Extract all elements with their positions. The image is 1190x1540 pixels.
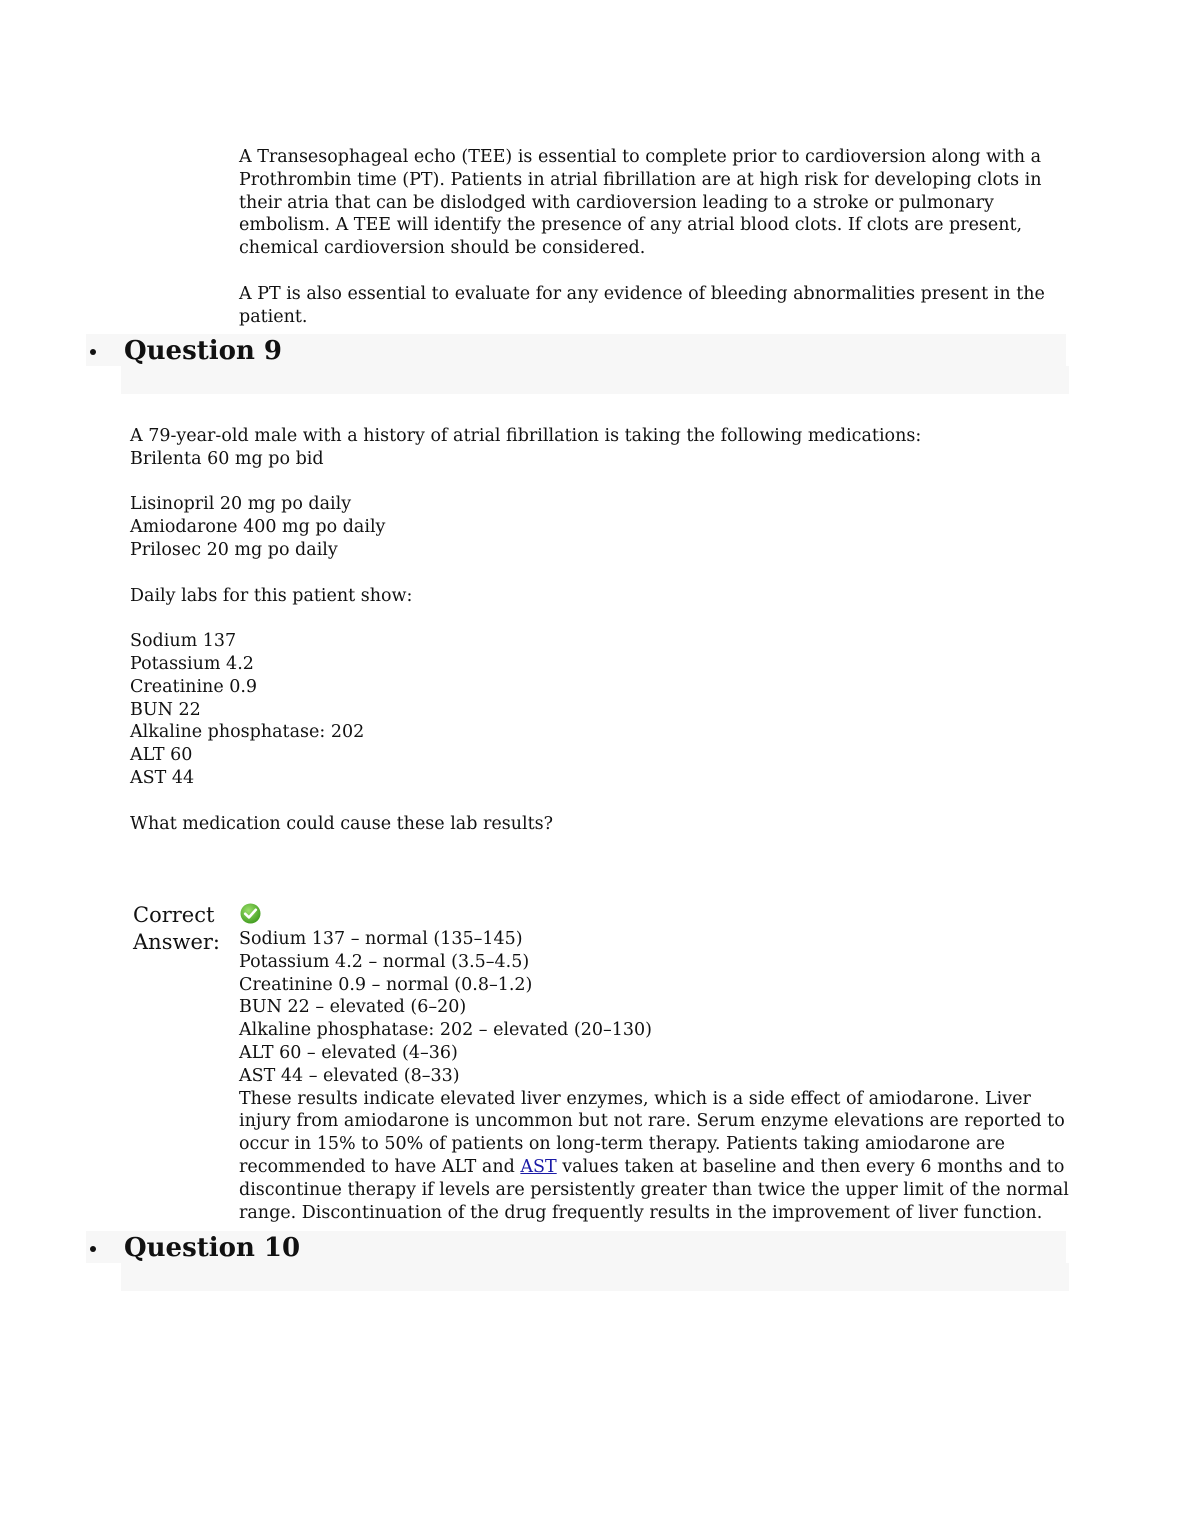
question-intro: A 79-year-old male with a history of atrial fibrillation is taking the following medications: xyxy=(130,426,922,446)
answer-lab-line: AST 44 – elevated (8–33) xyxy=(239,1065,460,1086)
answer-lab-line: BUN 22 – elevated (6–20) xyxy=(239,997,467,1018)
ast-link[interactable]: AST xyxy=(520,1156,557,1177)
medication-item: Brilenta 60 mg po bid xyxy=(130,448,324,469)
explanation-line: discontinue therapy if levels are persistently greater than twice the upper limit of the normal xyxy=(239,1179,1069,1200)
feedback-line: A Transesophageal echo (TEE) is essential to complete prior to cardioversion along with a xyxy=(239,147,1042,167)
question-10-header xyxy=(86,1231,1070,1291)
lab-item: AST 44 xyxy=(130,767,195,788)
lab-item: Creatinine 0.9 xyxy=(130,676,258,697)
medication-item: Amiodarone 400 mg po daily xyxy=(130,517,386,538)
question-title: Question 10 xyxy=(124,1233,301,1263)
explanation-line xyxy=(239,1156,1065,1179)
feedback-line: A PT is also essential to evaluate for any evidence of bleeding abnormalities present in the xyxy=(239,283,1045,304)
answer-lab-line: Alkaline phosphatase: 202 – elevated (20–130) xyxy=(239,1020,652,1041)
question-9-body xyxy=(130,425,1030,835)
lab-item: ALT 60 xyxy=(130,745,193,766)
correct-answer-label xyxy=(133,902,220,956)
lab-item: BUN 22 xyxy=(130,699,201,720)
answer-lab-line: ALT 60 – elevated (4–36) xyxy=(239,1042,458,1063)
previous-question-feedback xyxy=(239,146,1045,328)
feedback-line: patient. xyxy=(239,306,308,327)
answer-label-line: Correct xyxy=(133,903,215,927)
question-title: Question 9 xyxy=(124,336,283,366)
lab-item: Potassium 4.2 xyxy=(130,653,254,674)
feedback-line: chemical cardioversion should be considered. xyxy=(239,238,646,259)
lab-item: Alkaline phosphatase: 202 xyxy=(130,722,365,743)
correct-answer-body xyxy=(239,928,1069,1224)
medication-item: Lisinopril 20 mg po daily xyxy=(130,494,352,515)
bullet-icon xyxy=(86,341,100,363)
explanation-text: values taken at baseline and then every 6 months and to xyxy=(556,1156,1065,1177)
question-9-header xyxy=(86,334,1070,394)
feedback-line: embolism. A TEE will identify the presence of any atrial blood clots. If clots are present, xyxy=(239,215,1023,236)
labs-intro: Daily labs for this patient show: xyxy=(130,585,413,606)
feedback-line: their atria that can be dislodged with cardioversion leading to a stroke or pulmonary xyxy=(239,192,994,213)
explanation-text: recommended to have ALT and xyxy=(239,1156,521,1177)
explanation-line: range. Discontinuation of the drug frequently results in the improvement of liver function. xyxy=(239,1202,1043,1223)
feedback-line: Prothrombin time (PT). Patients in atrial fibrillation are at high risk for developing clots in xyxy=(239,169,1042,190)
medication-item: Prilosec 20 mg po daily xyxy=(130,539,338,560)
bullet-icon xyxy=(86,1238,100,1260)
explanation-line: These results indicate elevated liver enzymes, which is a side effect of amiodarone. Liver xyxy=(239,1088,1031,1109)
explanation-line: occur in 15% to 50% of patients on long-term therapy. Patients taking amiodarone are xyxy=(239,1134,1006,1155)
check-circle-icon xyxy=(240,903,261,924)
answer-lab-line: Sodium 137 – normal (135–145) xyxy=(239,929,523,949)
answer-lab-line: Potassium 4.2 – normal (3.5–4.5) xyxy=(239,951,530,972)
answer-label-line: Answer: xyxy=(133,930,220,954)
answer-lab-line: Creatinine 0.9 – normal (0.8–1.2) xyxy=(239,974,533,995)
question-prompt: What medication could cause these lab results? xyxy=(130,813,553,834)
lab-item: Sodium 137 xyxy=(130,631,237,652)
explanation-line: injury from amiodarone is uncommon but not rare. Serum enzyme elevations are reported to xyxy=(239,1111,1065,1132)
